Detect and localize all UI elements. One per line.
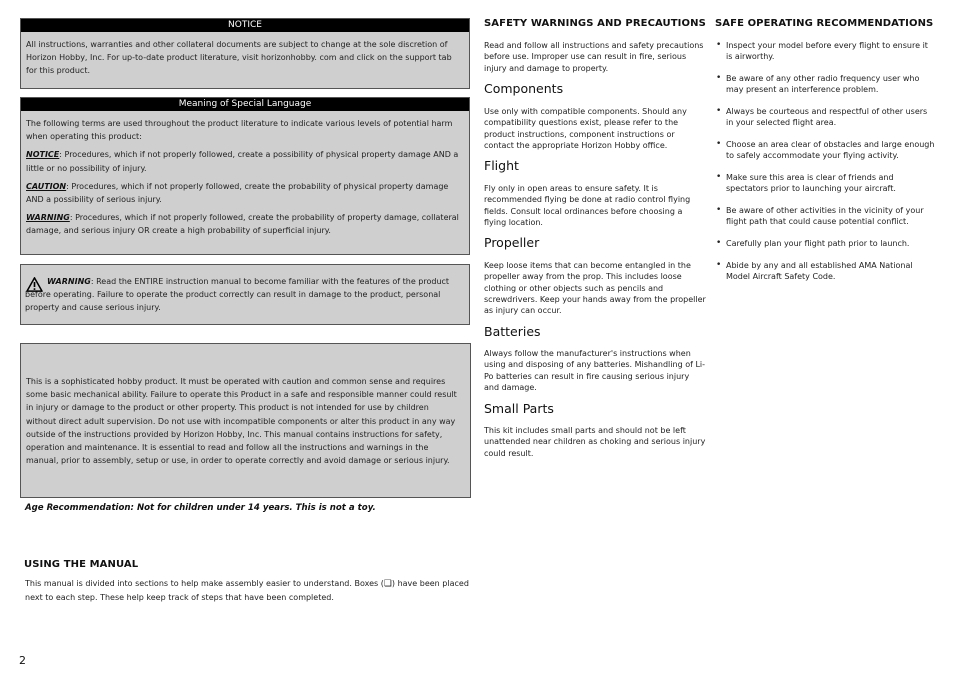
warning-box (20, 264, 470, 325)
propeller-heading: Propeller (484, 235, 540, 250)
term-notice (26, 148, 463, 174)
special-language-header: Meaning of Special Language (21, 98, 469, 111)
checkbox-icon: ❏ (383, 579, 392, 589)
using-manual-text-before: This manual is divided into sections to help make assembly easier to understand. Boxes ( (25, 579, 384, 588)
term-caution-label: CAUTION (26, 181, 67, 191)
warning-text-block (21, 265, 469, 315)
special-language-intro: The following terms are used throughout the product literature to indicate various levels of potential harm when operating this product: (26, 119, 453, 142)
small-parts-text: This kit includes small parts and should not be left unattended near children as choking and serious injury could result. (484, 426, 706, 458)
recommendation-item: • Carefully plan your flight path prior to launch. (716, 238, 936, 249)
using-manual-text (25, 577, 470, 604)
term-caution (26, 180, 463, 206)
flight-text: Fly only in open areas to ensure safety. It is recommended flying be done at radio control flying fields. Consult local ordinances before choosing a flying location. (484, 184, 691, 227)
notice-header: NOTICE (21, 19, 469, 32)
notice-text: All instructions, warranties and other collateral documents are subject to change at the sole discretion of Horizon Hobby, Inc. For up-to-date product literature, visit horizonhobby. com and click on the support tab for this product. (26, 40, 452, 76)
using-manual-text-after: ) have been placed next to each step. These help keep track of steps that have been completed. (25, 579, 469, 603)
recommendation-item: • Abide by any and all established AMA National Model Aircraft Safety Code. (716, 260, 936, 283)
warning-label: WARNING (47, 277, 91, 286)
term-warning (26, 211, 463, 237)
sophisticated-product-text: This is a sophisticated hobby product. It must be operated with caution and common sense and requires some basic mechanical ability. Failure to operate this Product in a safe and responsible manner could result in injury or damage to the product or other property. This product is not intended for use by children without direct adult supervision. Do not use with incompatible components or alter this product in any way outside of the instructions provided by Horizon Hobby, Inc. This manual contains instructions for safety, operation and maintenance. It is essential to read and follow all the instructions and warnings in the manual, prior to assembly, setup or use, in order to operate correctly and avoid damage or serious injury. (26, 377, 457, 466)
recommendation-item: • Always be courteous and respectful of other users in your selected flight area. (716, 106, 936, 129)
term-notice-text: : Procedures, which if not properly followed, create a possibility of physical property damage AND a little or no possibility of injury. (26, 150, 459, 173)
term-warning-label: WARNING (26, 213, 70, 223)
recommendation-item: • Inspect your model before every flight to ensure it is airworthy. (716, 40, 936, 63)
notice-box (20, 18, 470, 89)
special-language-box (20, 97, 470, 255)
term-caution-text: : Procedures, which if not properly followed, create the probability of physical property damage AND a possibility of serious injury. (26, 181, 449, 205)
safety-intro: Read and follow all instructions and safety precautions before use. Improper use can result in fire, serious injury and damage to property. (484, 41, 704, 73)
age-recommendation: Age Recommendation: Not for children under 14 years. This is not a toy. (25, 503, 376, 513)
safety-title: SAFETY WARNINGS AND PRECAUTIONS (484, 18, 706, 29)
using-manual-title: USING THE MANUAL (24, 559, 139, 570)
small-parts-heading: Small Parts (484, 401, 554, 416)
components-heading: Components (484, 81, 564, 96)
special-language-body (21, 111, 469, 238)
sophisticated-product-box (20, 343, 471, 498)
recommendation-item: • Make sure this area is clear of friends and spectators prior to launching your aircraft. (716, 172, 936, 195)
recommendations-list (716, 40, 936, 293)
warning-text: : Read the ENTIRE instruction manual to become familiar with the features of the product before operating. Failure to operate the product correctly can result in damage to the product, personal property and cause serious injury. (25, 277, 450, 313)
term-notice-label: NOTICE (26, 150, 60, 160)
propeller-text: Keep loose items that can become entangled in the propeller away from the prop. This includes loose clothing or other objects such as pencils and screwdrivers. Keep your hands away from the propeller as injury can occur. (484, 261, 706, 316)
batteries-text: Always follow the manufacturer's instructions when using and disposing of any batteries. Mishandling of Li-Po batteries can result in fire causing serious injury and damage. (484, 349, 706, 392)
recommendation-item: • Be aware of any other radio frequency user who may present an interference problem. (716, 73, 936, 96)
warning-triangle-icon (26, 277, 43, 292)
term-warning-text: : Procedures, which if not properly followed, create the probability of property damage, collateral damage, and serious injury OR create a high probability of superficial injury. (26, 213, 459, 236)
batteries-heading: Batteries (484, 324, 541, 339)
page-number: 2 (19, 654, 26, 667)
flight-heading: Flight (484, 158, 519, 173)
components-text: Use only with compatible components. Should any compatibility questions exist, please refer to the product instructions, component instructions or contact the appropriate Horizon Hobby office. (484, 107, 687, 150)
recommendations-title: SAFE OPERATING RECOMMENDATIONS (715, 18, 934, 29)
recommendation-item: • Choose an area clear of obstacles and large enough to safely accommodate your flying activity. (716, 139, 936, 162)
recommendation-item: • Be aware of other activities in the vicinity of your flight path that could cause potential conflict. (716, 205, 936, 228)
